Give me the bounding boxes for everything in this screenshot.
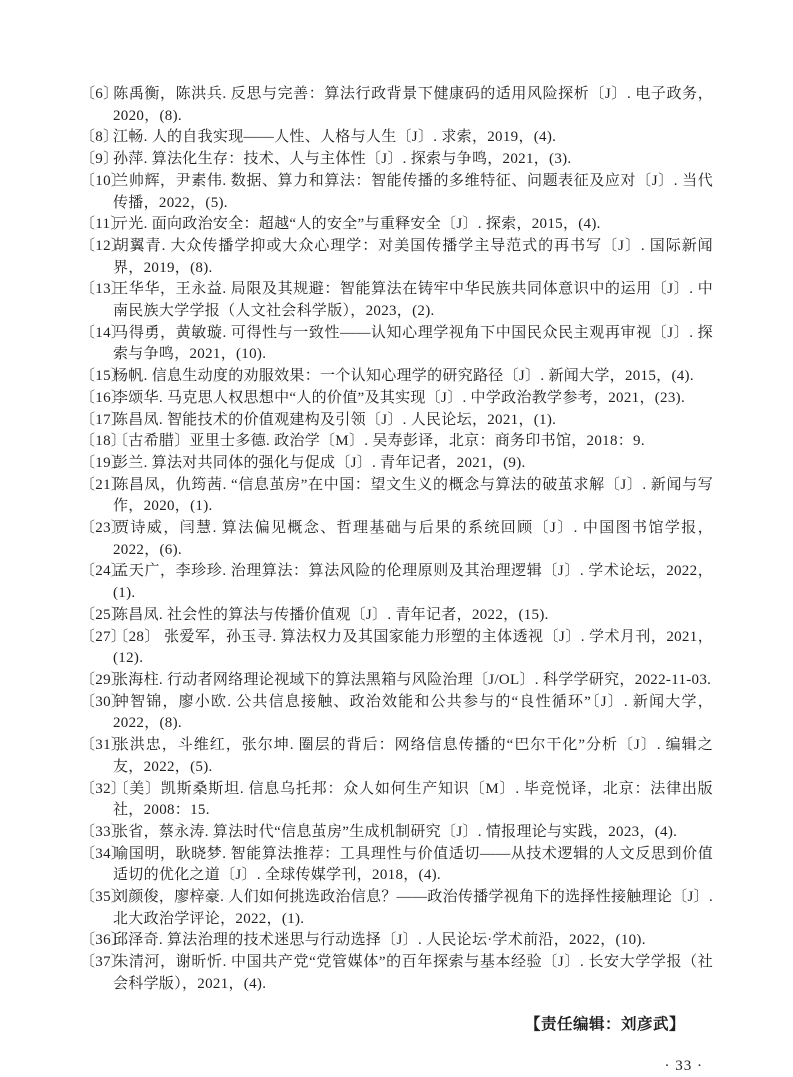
reference-number: 〔14〕 (80, 324, 127, 341)
reference-number: 〔13〕 (80, 281, 127, 298)
reference-item (80, 779, 713, 822)
reference-text: 孟天广，李珍珍. 治理算法：算法风险的伦理原则及其治理逻辑〔J〕. 学术论坛，2022，(1). (113, 563, 713, 602)
reference-text: 兰帅辉，尹素伟. 数据、算力和算法：智能传播的多维特征、问题表征及应对〔J〕. 当代传播，2022，(5). (113, 172, 713, 211)
reference-text: 朱清河，谢昕忻. 中国共产党“党管媒体”的百年探索与基本经验〔J〕. 长安大学学报（社会科学版），2021，(4). (113, 954, 713, 992)
reference-text: 彭兰. 算法对共同体的强化与促成〔J〕. 青年记者，2021，(9). (113, 454, 526, 471)
reference-number: 〔19〕 (80, 454, 127, 471)
reference-number: 〔21〕 (80, 476, 127, 493)
reference-item (80, 453, 713, 475)
reference-number: 〔9〕 (80, 151, 119, 168)
reference-number: 〔29〕 (80, 671, 127, 688)
reference-text: 刘颜俊，廖梓豪. 人们如何挑选政治信息？——政治传播学视角下的选择性接触理论〔J〕. 北大政治学评论，2022，(1). (113, 889, 713, 927)
reference-item (80, 561, 713, 604)
reference-item (80, 844, 713, 887)
reference-item (80, 930, 713, 952)
reference-number: 〔31〕 (80, 737, 127, 754)
reference-number: 〔34〕 (80, 845, 127, 862)
reference-item (80, 149, 713, 171)
reference-text: 〔美〕凯斯桑斯坦. 信息乌托邦：众人如何生产知识〔M〕. 毕竞悦译，北京：法律出版社，2008：15. (113, 780, 713, 819)
reference-text: 钟智锦，廖小欧. 公共信息接触、政治效能和公共参与的“良性循环”〔J〕. 新闻大学，2022，(8). (113, 693, 713, 732)
reference-text: 胡翼青. 大众传播学抑或大众心理学：对美国传播学主导范式的再书写〔J〕. 国际新闻界，2019，(8). (113, 237, 713, 276)
reference-text: 杨帆. 信息生动度的劝服效果：一个认知心理学的研究路径〔J〕. 新闻大学，2015，(4). (113, 368, 694, 385)
reference-text: 马得勇，黄敏璇. 可得性与一致性——认知心理学视角下中国民众民主观再审视〔J〕. 探索与争鸣，2021，(10). (113, 324, 713, 363)
reference-item (80, 605, 713, 627)
reference-number: 〔32〕 (80, 780, 127, 797)
reference-item (80, 214, 713, 236)
reference-item (80, 171, 713, 214)
reference-number: 〔37〕 (80, 954, 127, 971)
reference-item (80, 518, 713, 561)
reference-number: 〔10〕 (80, 172, 127, 189)
reference-number: 〔6〕 (80, 86, 119, 102)
reference-text: 李颂华. 马克思人权思想中“人的价值”及其实现〔J〕. 中学政治教学参考，2021，(23). (113, 389, 685, 406)
reference-item (80, 127, 713, 149)
reference-item (80, 952, 713, 995)
reference-number: 〔33〕 (80, 823, 127, 840)
reference-number: 〔30〕 (80, 693, 127, 710)
reference-number: 〔16〕 (80, 389, 127, 406)
reference-item (80, 431, 713, 453)
reference-item (80, 735, 713, 778)
reference-text: 孙萍. 算法化生存：技术、人与主体性〔J〕. 探索与争鸣，2021，(3). (113, 151, 572, 168)
reference-text: 陈昌凤，仇筠茜. “信息茧房”在中国：望文生义的概念与算法的破茧求解〔J〕. 新闻与写作，2020，(1). (113, 476, 713, 515)
reference-item (80, 887, 713, 930)
reference-text: 江畅. 人的自我实现——人性、人格与人生〔J〕. 求索，2019，(4). (113, 129, 557, 146)
reference-number: 〔15〕 (80, 368, 127, 385)
reference-number: 〔12〕 (80, 237, 127, 254)
reference-number: 〔17〕 (80, 411, 127, 428)
page-number: · 33 · (664, 1057, 703, 1074)
reference-item (80, 323, 713, 366)
reference-text: 王华华，王永益. 局限及其规避：智能算法在铸牢中华民族共同体意识中的运用〔J〕. 中南民族大学学报（人文社会科学版），2023，(2). (113, 281, 713, 320)
reference-item (80, 236, 713, 279)
reference-text: 陈昌凤. 社会性的算法与传播价值观〔J〕. 青年记者，2022，(15). (113, 606, 549, 623)
reference-list (80, 84, 713, 996)
reference-text: 张省，蔡永涛. 算法时代“信息茧房”生成机制研究〔J〕. 情报理论与实践，2023，(4). (113, 823, 678, 840)
reference-text: 张海柱. 行动者网络理论视域下的算法黑箱与风险治理〔J/OL〕. 科学学研究，2022-11-03. (113, 671, 712, 688)
reference-number: 〔27〕 (80, 628, 127, 645)
reference-item (80, 475, 713, 518)
reference-text: 喻国明，耿晓梦. 智能算法推荐：工具理性与价值适切——从技术逻辑的人文反思到价值适切的优化之道〔J〕. 全球传媒学刊，2018，(4). (113, 845, 713, 884)
reference-number: 〔36〕 (80, 932, 127, 949)
reference-number: 〔11〕 (80, 216, 126, 233)
reference-item (80, 692, 713, 735)
reference-number: 〔25〕 (80, 606, 127, 623)
reference-number: 〔24〕 (80, 563, 127, 580)
reference-number: 〔8〕 (80, 129, 119, 146)
reference-item (80, 627, 713, 670)
reference-item (80, 388, 713, 410)
reference-text: 亓光. 面向政治安全：超越“人的安全”与重释安全〔J〕. 探索，2015，(4). (113, 216, 601, 233)
reference-item (80, 279, 713, 322)
reference-item (80, 822, 713, 844)
reference-text: 张洪忠，斗维红，张尔坤. 圈层的背后：网络信息传播的“巴尔干化”分析〔J〕. 编辑之友，2022，(5). (113, 737, 713, 775)
reference-item (80, 366, 713, 388)
editor-credit: 【责任编辑：刘彦武】 (524, 1015, 685, 1033)
reference-text: 邱泽奇. 算法治理的技术迷思与行动选择〔J〕. 人民论坛·学术前沿，2022，(10). (113, 932, 646, 949)
reference-item (80, 84, 713, 127)
reference-text: 贾诗威，闫慧. 算法偏见概念、哲理基础与后果的系统回顾〔J〕. 中国图书馆学报，2022，(6). (113, 520, 713, 558)
reference-item (80, 670, 713, 692)
reference-number: 〔18〕 (80, 433, 127, 450)
reference-number: 〔23〕 (80, 520, 127, 537)
reference-text: 〔古希腊〕亚里士多德. 政治学〔M〕. 吴寿彭译，北京：商务印书馆，2018：9. (113, 433, 645, 450)
reference-item (80, 410, 713, 432)
reference-text: 陈禹衡，陈洪兵. 反思与完善：算法行政背景下健康码的适用风险探析〔J〕. 电子政务，2020，(8). (113, 86, 713, 124)
reference-text: 〔28〕 张爱军，孙玉寻. 算法权力及其国家能力形塑的主体透视〔J〕. 学术月刊，2021，(12). (113, 628, 713, 667)
reference-number: 〔35〕 (80, 889, 127, 906)
reference-text: 陈昌凤. 智能技术的价值观建构及引领〔J〕. 人民论坛，2021，(1). (113, 411, 557, 428)
